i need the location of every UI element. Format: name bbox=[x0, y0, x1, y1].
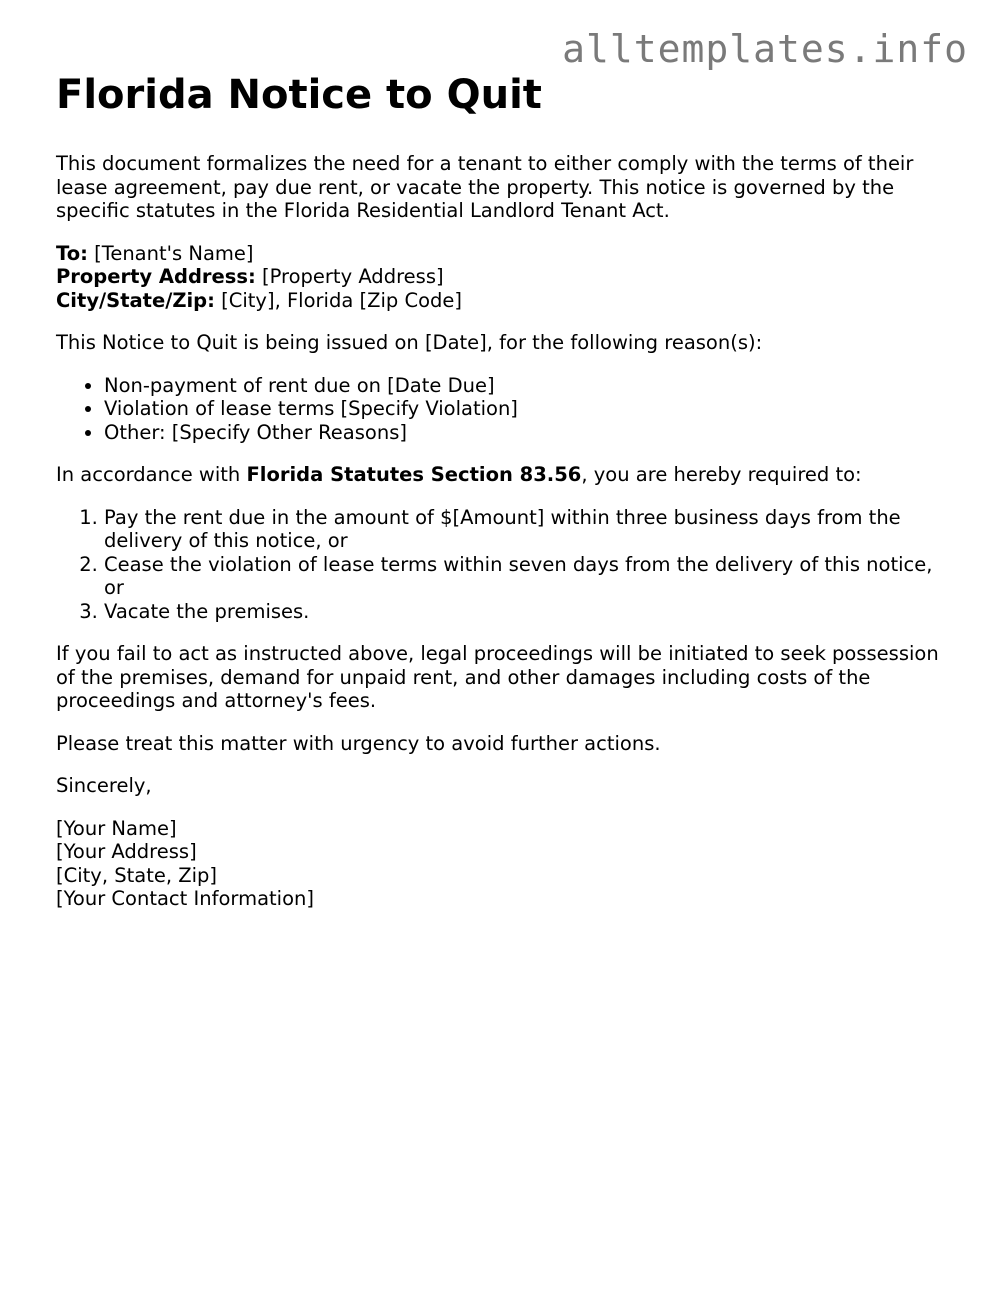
urgency-paragraph: Please treat this matter with urgency to avoid further actions. bbox=[56, 731, 661, 755]
property-value: [Property Address] bbox=[255, 265, 444, 288]
list-item: • Violation of lease terms [Specify Violation] bbox=[104, 397, 946, 421]
accordance-paragraph bbox=[56, 463, 946, 487]
signature-address: [Your Address] bbox=[56, 840, 197, 863]
signature-block bbox=[56, 817, 946, 911]
to-label: To: bbox=[56, 241, 88, 265]
property-label: Property Address: bbox=[56, 265, 256, 288]
city-line bbox=[56, 289, 946, 313]
reasons-list bbox=[56, 374, 946, 445]
issued-paragraph: This Notice to Quit is being issued on [Date], for the following reason(s): bbox=[56, 331, 763, 354]
city-label: City/State/Zip: bbox=[56, 288, 215, 312]
closing-line: Sincerely, bbox=[56, 774, 152, 797]
list-item: 2. Cease the violation of lease terms within seven days from the delivery of this notice, or bbox=[104, 553, 946, 600]
property-line bbox=[56, 265, 946, 289]
to-line bbox=[56, 242, 946, 266]
intro-paragraph: This document formalizes the need for a tenant to either comply with the terms of their lease agreement, pay due rent, or vacate the property. This notice is governed by the specific statutes in the Florida Residential Landlord Tenant Act. bbox=[56, 152, 914, 222]
signature-name: [Your Name] bbox=[56, 816, 177, 840]
page-title: Florida Notice to Quit bbox=[56, 72, 542, 118]
signature-contact: [Your Contact Information] bbox=[56, 887, 314, 910]
watermark: alltemplates.info bbox=[562, 27, 968, 71]
accordance-suffix: , you are hereby required to: bbox=[581, 463, 862, 486]
accordance-prefix: In accordance with bbox=[56, 463, 247, 486]
to-value: [Tenant's Name] bbox=[87, 241, 254, 265]
list-item: • Other: [Specify Other Reasons] bbox=[104, 421, 946, 445]
address-block bbox=[56, 242, 946, 313]
signature-city: [City, State, Zip] bbox=[56, 863, 217, 887]
document-body bbox=[56, 72, 946, 930]
list-item: 1. Pay the rent due in the amount of $[Amount] within three business days from the delivery of this notice, or bbox=[104, 506, 946, 553]
statute-reference: Florida Statutes Section 83.56 bbox=[246, 463, 582, 486]
list-item: 3. Vacate the premises. bbox=[104, 600, 946, 624]
list-item: • Non-payment of rent due on [Date Due] bbox=[104, 374, 946, 398]
requirements-list bbox=[56, 506, 946, 624]
city-value: [City], Florida [Zip Code] bbox=[214, 288, 462, 312]
consequence-paragraph: If you fail to act as instructed above, legal proceedings will be initiated to seek possession of the premises, demand for unpaid rent, and other damages including costs of the proceedings and attorney's fees. bbox=[56, 642, 939, 712]
